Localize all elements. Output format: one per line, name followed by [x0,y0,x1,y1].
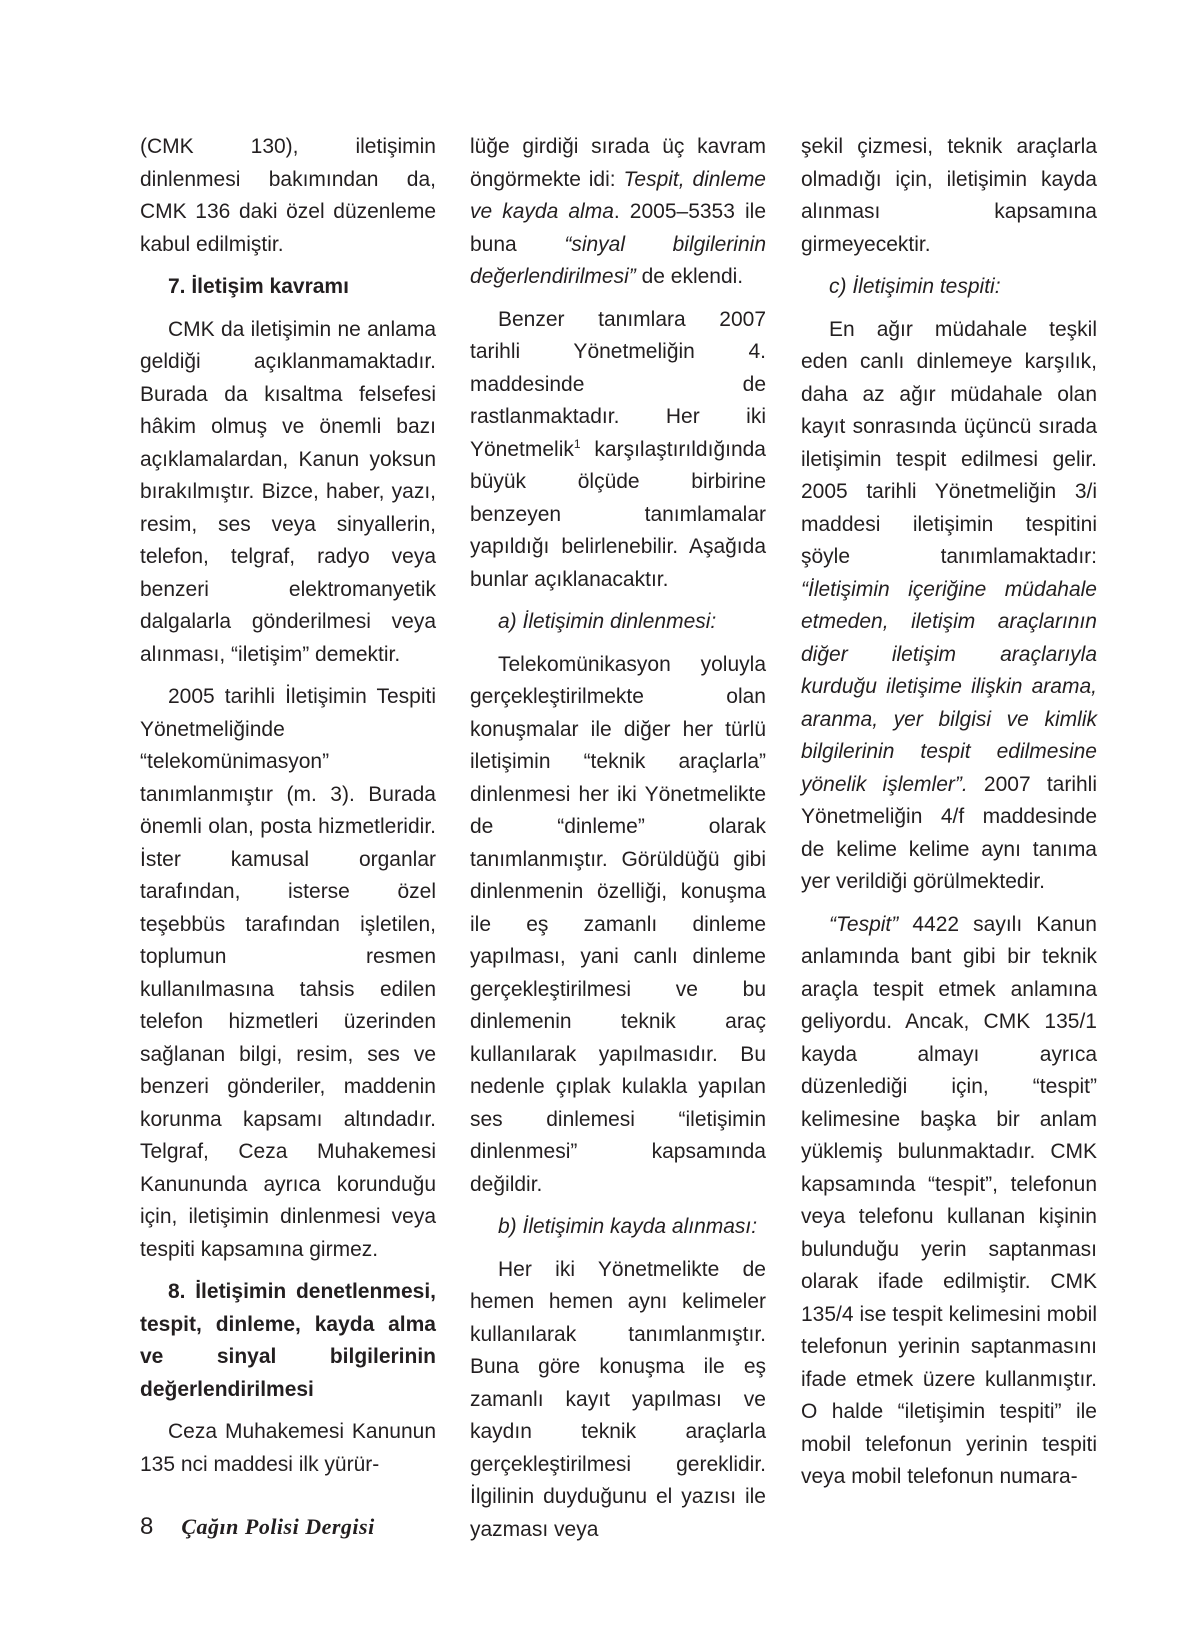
italic-span: “İletişimin içeriğine müdahale etmeden, iletişim araçlarının diğer iletişim araçlarıyla kurduğu iletişime ilişkin arama, aranma, yer bilgisi ve kimlik bilgilerinin tespit edilmesine yönelik işlemler”. [801,577,1097,796]
page-footer [140,1510,375,1544]
section-heading: 7. İletişim kavramı [168,275,349,298]
italic-span: “sinyal bilgilerinin değerlendirilmesi” [470,232,766,288]
page-number: 8 [140,1513,154,1540]
subsection-heading: a) İletişimin dinlenmesi: [498,610,717,633]
text-span: Benzer tanımlara 2007 tarihli Yönetmeliğin 4. maddesinde de rastlanmaktadır. Her iki Yönetmelik [470,307,766,461]
paragraph: CMK da iletişimin ne anlama geldiği açıklanmamaktadır. Burada da kısaltma felsefesi hâkim olmuş ve önemli bazı açıklamalardan, Kanun yoksun bırakılmıştır. Bizce, haber, yazı, resim, ses veya sinyallerin, telefon, telgraf, radyo veya benzeri elektromanyetik dalgalarla gönderilmesi veya alınması, “iletişim” demektir. [140,317,436,666]
paragraph: (CMK 130), iletişimin dinlenmesi bakımından da, CMK 136 daki özel düzenleme kabul edilmiştir. [140,135,436,256]
footnote-marker: 1 [573,436,581,451]
paragraph: Ceza Muhakemesi Kanunun 135 nci maddesi ilk yürür- [140,1420,436,1476]
text-span: En ağır müdahale teşkil eden canlı dinlemeye karşılık, daha az ağır müdahale olan kayıt sonrasında üçüncü sırada iletişimin tespit edilmesi gelir. 2005 tarihli Yönetmeliğin 3/i maddesi iletişimin tespitini şöyle tanımlamaktadır: [801,317,1097,568]
subsection-heading: c) İletişimin tespiti: [829,275,1001,298]
paragraph: Telekomünikasyon yoluyla gerçekleştirilmekte olan konuşmalar ile diğer her türlü iletişimin “teknik araçlarla” dinlenmesi her iki Yönetmelikte de “dinleme” olarak tanımlanmıştır. Görüldüğü gibi dinlenmenin özelliği, konuşma ile eş zamanlı dinleme yapılması, yani canlı dinleme gerçekleştirilmesi ve bu dinlemenin teknik araç kullanılarak yapılmasıdır. Bu nedenle çıplak kulakla yapılan ses dinlemesi “iletişimin dinlenmesi” kapsamında değildir. [470,652,766,1196]
italic-span: Tespit, dinleme ve kayda alma [470,167,766,223]
text-span: lüğe girdiği sırada üç kavram öngörmekte idi: [470,135,766,191]
paragraph [801,314,1097,899]
text-span: karşılaştırıldığında büyük ölçüde birbirine benzeyen tanımlamalar yapıldığı belirlenebilir. Aşağıda bunlar açıklanacaktır. [470,437,766,591]
paragraph: şekil çizmesi, teknik araçlarla olmadığı için, iletişimin kayda alınması kapsamına girmeyecektir. [801,135,1097,256]
paragraph: Her iki Yönetmelikte de hemen hemen aynı kelimeler kullanılarak tanımlanmıştır. Buna göre konuşma ile eş zamanlı kayıt yapılması ve kaydın teknik araçlarla gerçekleştirilmesi gereklidir. İlgilinin duyduğunu el yazısı ile yazması veya [470,1257,766,1541]
text-span: 2007 tarihli Yönetmeliğin 4/f maddesinde de kelime kelime aynı tanıma yer verildiği görülmektedir. [801,772,1098,893]
section-heading: 8. İletişimin denetlenmesi, tespit, dinleme, kayda alma ve sinyal bilgilerinin değerlendirilmesi [140,1280,436,1401]
text-span: . 2005–5353 ile buna [470,200,766,256]
column-1 [140,131,436,1491]
journal-title: Çağın Polisi Dergisi [181,1514,375,1539]
paragraph: 2005 tarihli İletişimin Tespiti Yönetmeliğinde “telekomünimasyon” tanımlanmıştır (m. 3). Burada önemli olan, posta hizmetleridir. İster kamusal organlar tarafından, isterse özel teşebbüs tarafından işletilen, toplumun resmen kullanılmasına tahsis edilen telefon hizmetleri üzerinden sağlanan bilgi, resim, ses ve benzeri gönderiler, maddenin korunma kapsamı altındadır. Telgraf, Ceza Muhakemesi Kanununda ayrıca korunduğu için, iletişimin dinlenmesi veya tespiti kapsamına girmez. [140,685,436,1261]
italic-span: “Tespit” [829,912,899,936]
paragraph [470,304,766,597]
text-span: de eklendi. [635,265,744,288]
subsection-heading: b) İletişimin kayda alınması: [498,1215,758,1238]
column-2 [470,131,766,1556]
paragraph [801,909,1097,1494]
paragraph [470,131,766,294]
column-3 [801,131,1097,1504]
text-span: 4422 sayılı Kanun anlamında bant gibi bir teknik araçla tespit etmek anlamına geliyordu. Ancak, CMK 135/1 kayda almayı ayrıca düzenlediği için, “tespit” kelimesine başka bir anlam yüklemiş bulunmaktadır. CMK kapsamında “tespit”, telefonun veya telefonu kullanan kişinin bulunduğu yerin saptanması olarak ifade edilmiştir. CMK 135/4 ise tespit kelimesini mobil telefonun yerinin saptanmasını ifade etmek üzere kullanmıştır. O halde “iletişimin tespiti” ile mobil telefonun yerinin tespiti veya mobil telefonun numara- [801,912,1097,1488]
